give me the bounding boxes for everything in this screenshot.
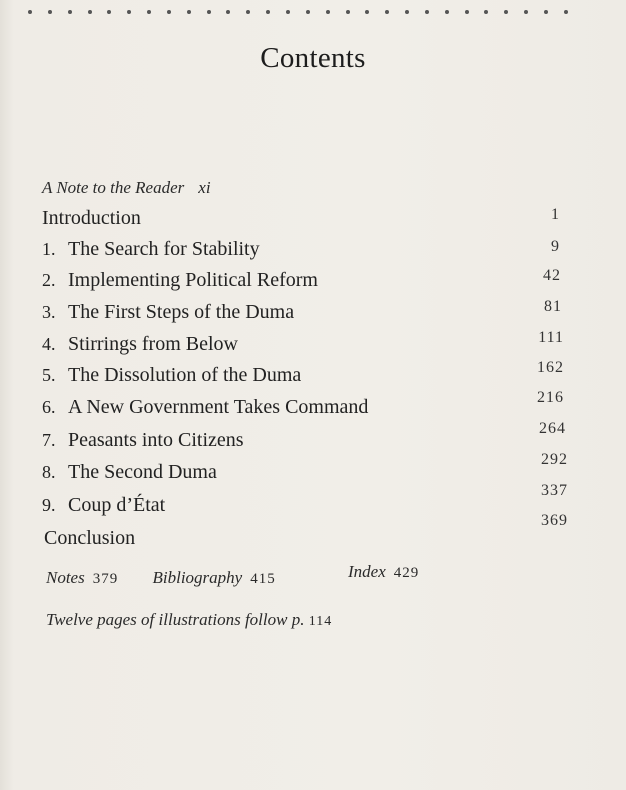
page-title: Contents [260,42,366,74]
illustrations-text: Twelve pages of illustrations follow p. [46,610,305,629]
entry-number: 4. [42,334,56,354]
toc-entry-2 [42,269,318,292]
entry-page: 42 [543,267,561,284]
illustrations-page: 114 [308,614,333,629]
entry-label: Implementing Political Reform [68,269,318,291]
entry-label: Peasants into Citizens [68,429,244,451]
index-entry [348,562,419,582]
entry-page: 216 [537,389,564,406]
back-matter [46,568,276,588]
entry-label: Introduction [42,207,141,229]
entry-page: 81 [544,298,562,315]
entry-label: The Dissolution of the Duma [68,364,302,386]
entry-page: 292 [541,451,568,468]
entry-page: 337 [541,482,568,499]
entry-number: 1. [42,239,56,259]
entry-page: 1 [551,206,560,223]
entry-page: 9 [551,238,560,255]
toc-entry-introduction [42,207,141,230]
entry-label: The First Steps of the Duma [68,301,295,323]
entry-label: Stirrings from Below [68,333,238,355]
entry-page: 369 [541,512,568,529]
entry-page: 264 [539,420,566,437]
index-page: 429 [393,565,420,581]
entry-label: The Search for Stability [68,238,260,260]
entry-number: 5. [42,365,56,385]
toc-entry-8 [42,461,217,484]
entry-number: 3. [42,302,56,322]
toc-entry-6 [42,396,368,419]
toc-entry-1 [42,238,260,261]
entry-label: Coup d’État [68,494,166,516]
notes-page: 379 [92,571,119,587]
note-label: A Note to the Reader [42,178,185,197]
index-label: Index [348,562,386,581]
entry-number: 7. [42,430,56,450]
entry-number: 8. [42,462,56,482]
illustrations-note [46,610,332,630]
toc-entry-7 [42,429,244,452]
entry-label: The Second Duma [68,461,217,483]
note-to-reader [42,178,211,198]
entry-page: 162 [537,359,564,376]
bibliography-label: Bibliography [152,568,243,587]
entry-page: 111 [538,329,564,346]
toc-entry-4 [42,333,238,356]
toc-entry-5 [42,364,301,387]
bibliography-page: 415 [250,571,276,587]
toc-entry-3 [42,301,294,324]
toc-entry-9 [42,494,165,517]
entry-number: 6. [42,397,56,417]
entry-label: Conclusion [44,527,136,549]
entry-number: 9. [42,495,56,515]
entry-label: A New Government Takes Command [68,396,369,418]
toc-entry-conclusion [44,527,135,550]
notes-label: Notes [46,568,85,587]
entry-number: 2. [42,270,56,290]
dotted-rule [28,6,568,16]
note-page: xi [198,178,211,197]
